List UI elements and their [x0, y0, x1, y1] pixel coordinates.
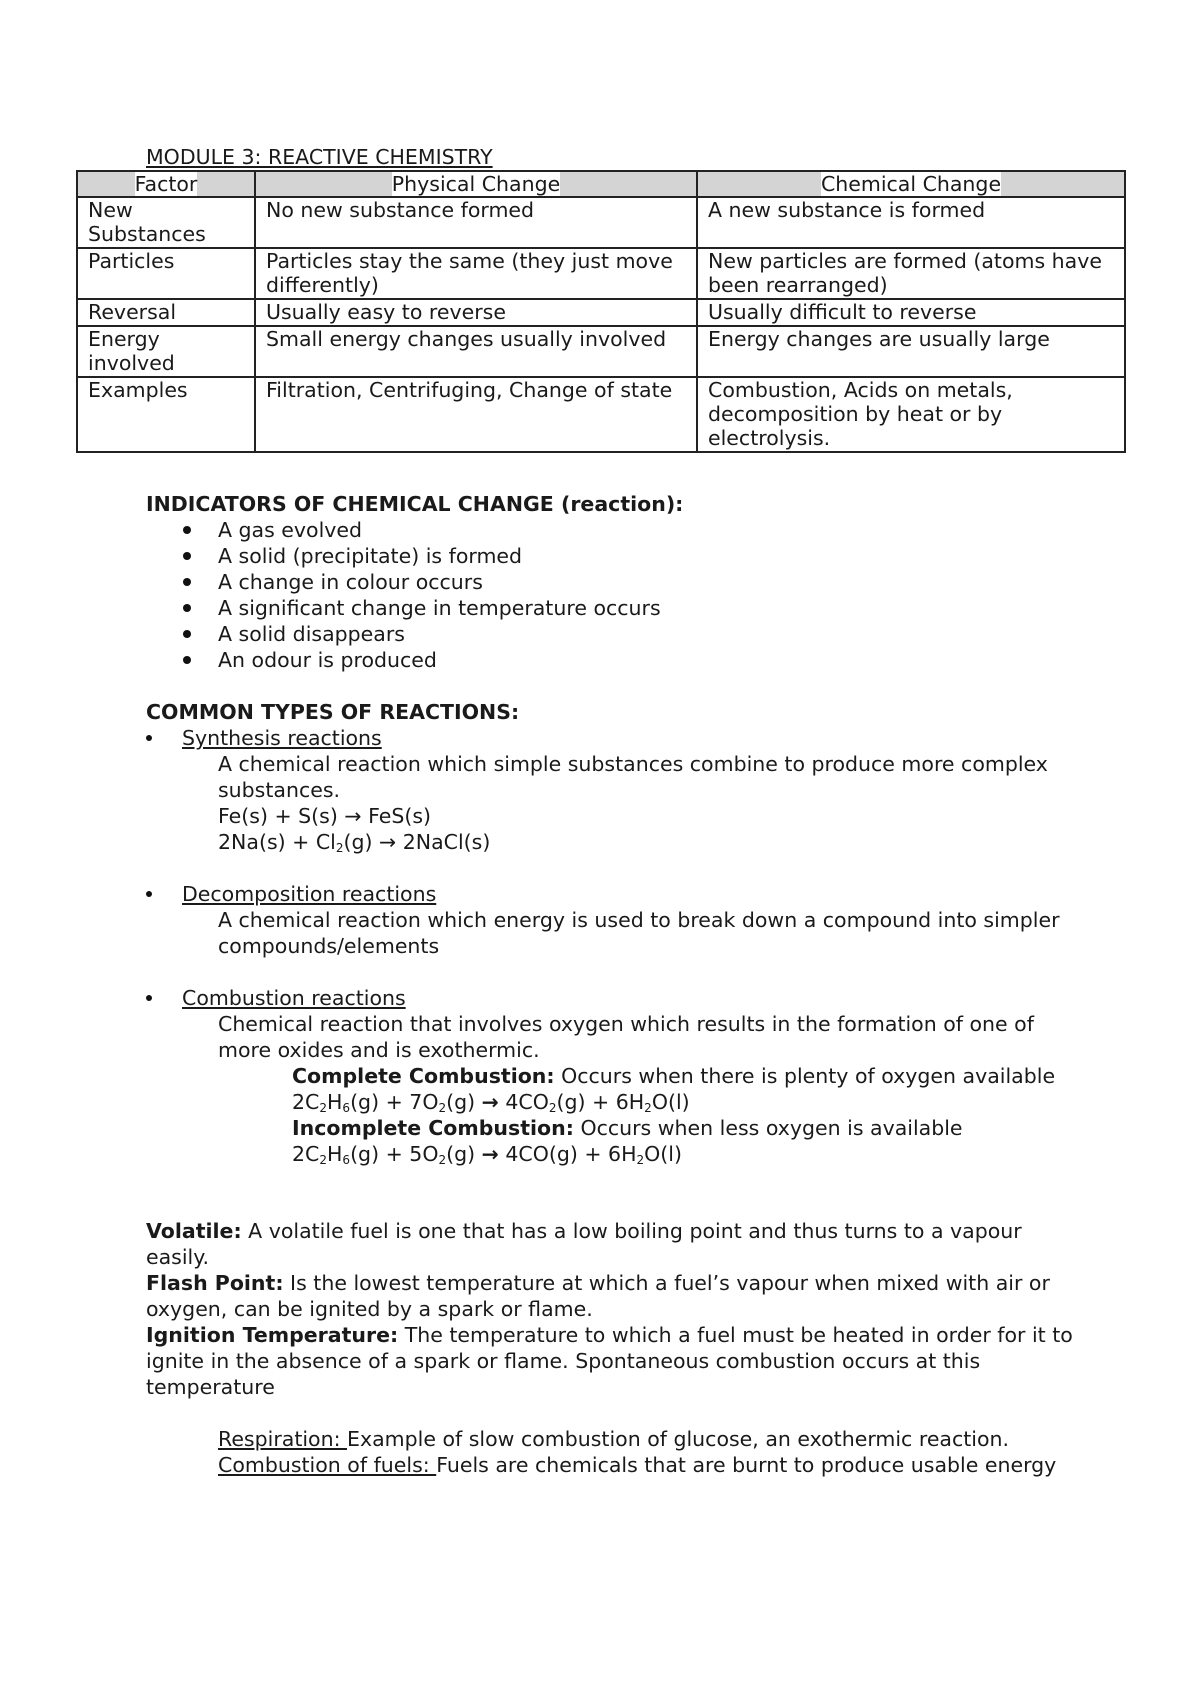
table-cell: Particles stay the same (they just move differently) [255, 248, 697, 299]
table-row [77, 248, 1125, 299]
bullet-icon [146, 735, 152, 741]
indicators-list [146, 517, 1076, 673]
table-row [77, 377, 1125, 452]
header-factor: Factor [77, 171, 255, 197]
respiration-note: Respiration: Example of slow combustion of glucose, an exothermic reaction. [218, 1427, 1010, 1451]
incomplete-combustion: Incomplete Combustion: Occurs when less oxygen is available [292, 1116, 963, 1140]
combustion-name: Combustion reactions [182, 986, 406, 1010]
table-cell: Usually easy to reverse [255, 299, 697, 326]
volatile-definition: Volatile: A volatile fuel is one that has a low boiling point and thus turns to a vapour easily. [146, 1219, 1022, 1269]
incomplete-combustion-equation: $2C_2H_6(g) + 5O_2(g) \to 4CO(g) + 6H_2O(l)$ [292, 1142, 682, 1167]
definitions-section [146, 1218, 1076, 1478]
list-item: A significant change in temperature occurs [146, 595, 1076, 621]
table-row [77, 299, 1125, 326]
module-title: MODULE 3: REACTIVE CHEMISTRY [146, 145, 493, 169]
synthesis-description: A chemical reaction which simple substances combine to produce more complex substances. [218, 752, 1048, 802]
table-cell: Combustion, Acids on metals, decomposition by heat or by electrolysis. [697, 377, 1125, 452]
table-cell: Small energy changes usually involved [255, 326, 697, 377]
reactions-section [146, 699, 1076, 1167]
flash-point-definition: Flash Point: Is the lowest temperature at which a fuel’s vapour when mixed with air or oxygen, can be ignited by a spark or flame. [146, 1271, 1050, 1321]
combustion-of-fuels-note: Combustion of fuels: Fuels are chemicals that are burnt to produce usable energy [218, 1453, 1057, 1477]
table-header-row [77, 171, 1125, 197]
synthesis-item [146, 725, 1076, 751]
table-cell: Examples [77, 377, 255, 452]
table-cell: Energy involved [77, 326, 255, 377]
bullet-icon [146, 891, 152, 897]
table-row [77, 197, 1125, 248]
synthesis-equation-1: Fe(s) + S(s) → FeS(s) [218, 804, 432, 828]
decomposition-description: A chemical reaction which energy is used to break down a compound into simpler compounds/elements [218, 908, 1060, 958]
table-cell: Filtration, Centrifuging, Change of state [255, 377, 697, 452]
bullet-icon [146, 995, 152, 1001]
decomposition-name: Decomposition reactions [182, 882, 437, 906]
indicators-title: INDICATORS OF CHEMICAL CHANGE (reaction): [146, 492, 684, 516]
list-item: An odour is produced [146, 647, 1076, 673]
list-item: A solid disappears [146, 621, 1076, 647]
complete-combustion-equation: $2C_2H_6(g) + 7O_2(g) \to 4CO_2(g) + 6H_2O(l)$ [292, 1090, 690, 1115]
table-cell: Particles [77, 248, 255, 299]
table-cell: Usually difficult to reverse [697, 299, 1125, 326]
synthesis-name: Synthesis reactions [182, 726, 382, 750]
table-cell: New Substances [77, 197, 255, 248]
table-cell: Reversal [77, 299, 255, 326]
decomposition-item [146, 881, 1076, 907]
combustion-item [146, 985, 1076, 1011]
indicators-section [146, 491, 1076, 673]
reactions-title: COMMON TYPES OF REACTIONS: [146, 700, 520, 724]
complete-combustion: Complete Combustion: Occurs when there is plenty of oxygen available [292, 1064, 1056, 1088]
table-cell: New particles are formed (atoms have been rearranged) [697, 248, 1125, 299]
table-cell: A new substance is formed [697, 197, 1125, 248]
combustion-description: Chemical reaction that involves oxygen which results in the formation of one of more oxides and is exothermic. [218, 1012, 1034, 1062]
table-cell: Energy changes are usually large [697, 326, 1125, 377]
table-row [77, 326, 1125, 377]
header-physical-change: Physical Change [255, 171, 697, 197]
comparison-table [76, 170, 1126, 453]
header-chemical-change: Chemical Change [697, 171, 1125, 197]
list-item: A change in colour occurs [146, 569, 1076, 595]
synthesis-equation-2: $2Na(s) + Cl_2(g)$ → 2NaCl(s) [218, 830, 491, 855]
list-item: A solid (precipitate) is formed [146, 543, 1076, 569]
ignition-temperature-definition: Ignition Temperature: The temperature to which a fuel must be heated in order for it to ignite in the absence of a spark or flame. Spontaneous combustion occurs at this temperature [146, 1323, 1073, 1399]
table-cell: No new substance formed [255, 197, 697, 248]
list-item: A gas evolved [146, 517, 1076, 543]
